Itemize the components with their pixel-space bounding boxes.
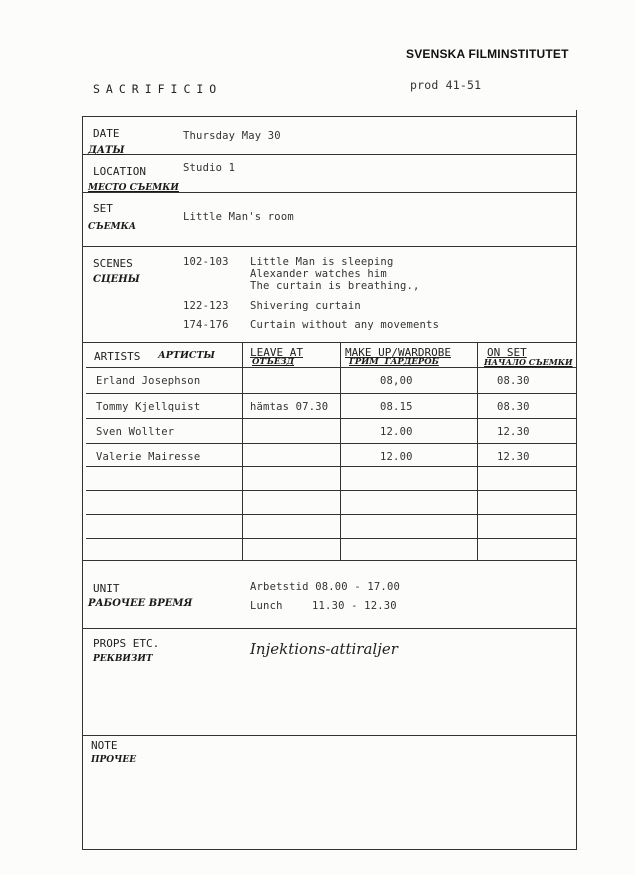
scenes-label: SCENES [93, 257, 133, 270]
scene-description-line: Alexander watches him [250, 268, 387, 280]
artist-name: Valerie Mairesse [96, 451, 201, 463]
leave-at-header: LEAVE AT [250, 346, 303, 359]
artist-makeup-time: 08.15 [380, 401, 413, 413]
date-label: DATE [93, 127, 120, 140]
set-label-handwritten: СЪЕМКА [88, 222, 137, 232]
set-value: Little Man's room [183, 211, 294, 223]
prod-number: prod 41-51 [410, 78, 482, 92]
scene-numbers: 122-123 [183, 300, 229, 312]
work-hours: Arbetstid 08.00 - 17.00 [250, 581, 400, 593]
unit-label: UNIT [93, 582, 120, 595]
props-label: PROPS ETC. [93, 637, 160, 650]
artist-leave-at: hämtas 07.30 [250, 401, 329, 413]
props-value-handwritten: Injektions-attiraljer [250, 640, 398, 658]
artist-name: Erland Josephson [96, 375, 201, 387]
organization-name: SVENSKA FILMINSTITUTET [406, 47, 569, 61]
artist-makeup-time: 12.00 [380, 451, 413, 463]
artist-name: Tommy Kjellquist [96, 401, 201, 413]
lunch-label: Lunch [250, 600, 283, 612]
artist-on-set-time: 08.30 [497, 375, 530, 387]
scene-description-line: The curtain is breathing., [250, 280, 420, 292]
location-label-handwritten: МЕСТО СЪЕМКИ [88, 183, 179, 193]
artist-on-set-time: 12.30 [497, 451, 530, 463]
leave-at-header-handwritten: ОТЪЕЗД [252, 357, 295, 367]
on-set-header-handwritten: НАЧАЛО СЪЕМКИ [484, 357, 573, 367]
artist-makeup-time: 08,00 [380, 375, 413, 387]
scene-description-line: Shivering curtain [250, 300, 361, 312]
date-value: Thursday May 30 [183, 130, 281, 142]
film-title: SACRIFICIO [93, 82, 223, 96]
date-label-handwritten: ДАТЫ [88, 145, 125, 156]
makeup-wardrobe-header: MAKE UP/WARDROBE [345, 346, 451, 359]
set-label: SET [93, 202, 113, 215]
artists-header: ARTISTS [94, 350, 141, 363]
artist-on-set-time: 12.30 [497, 426, 530, 438]
scene-numbers: 174-176 [183, 319, 229, 331]
note-label: NOTE [91, 739, 118, 752]
on-set-header: ON SET [487, 346, 527, 359]
makeup-wardrobe-header-handwritten: ГРИМ ГАРДЕРОБ [349, 357, 439, 367]
scene-numbers: 102-103 [183, 256, 229, 268]
scene-description-line: Little Man is sleeping [250, 256, 394, 268]
scenes-label-handwritten: СЦЕНЫ [93, 274, 140, 285]
props-label-handwritten: РЕКВИЗИТ [93, 654, 153, 664]
note-label-handwritten: ПРОЧЕЕ [91, 755, 137, 765]
artists-header-handwritten: АРТИСТЫ [158, 350, 215, 361]
artist-on-set-time: 08.30 [497, 401, 530, 413]
scene-description-line: Curtain without any movements [250, 319, 440, 331]
location-value: Studio 1 [183, 162, 236, 174]
location-label: LOCATION [93, 165, 146, 178]
artist-name: Sven Wollter [96, 426, 175, 438]
artist-makeup-time: 12.00 [380, 426, 413, 438]
unit-label-handwritten: РАБОЧЕЕ ВРЕМЯ [88, 598, 193, 609]
lunch-time: 11.30 - 12.30 [312, 600, 397, 612]
